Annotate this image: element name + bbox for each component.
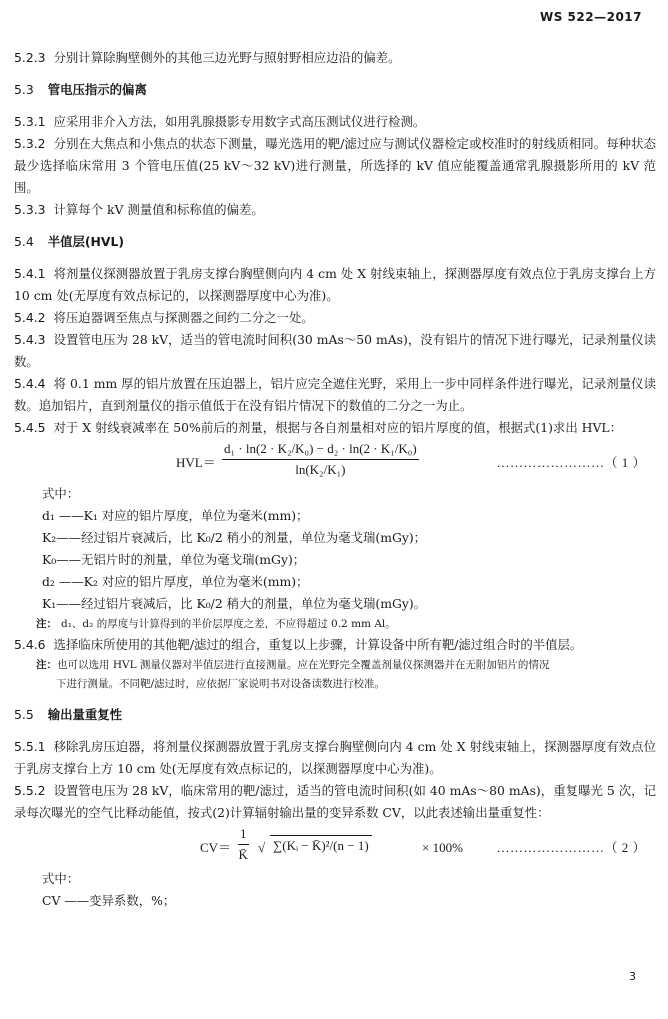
clause-number: 5.2.3 [14, 50, 46, 65]
formula-denominator: K̄ [238, 847, 248, 862]
definition-item: K₀——无铝片时的剂量，单位为毫戈瑞(mGy)； [42, 552, 306, 567]
section-number: 5.5 [14, 707, 34, 722]
formula-radicand: ∑(Kᵢ − K̄)²/(n − 1) [270, 835, 372, 856]
formula-fraction [222, 439, 419, 480]
section-number: 5.3 [14, 82, 34, 97]
note-label: 注： [36, 659, 57, 671]
section-number: 5.4 [14, 234, 34, 249]
note-text: d₁、d₂ 的厚度与计算得到的半价层厚度之差，不应得超过 0.2 mm Al。 [61, 618, 396, 630]
definition-item: d₂ ——K₂ 对应的铝片厚度，单位为毫米(mm)； [42, 574, 309, 589]
clause-5-4-3 [14, 329, 656, 373]
section-5-5-heading [14, 704, 656, 726]
clause-5-4-5 [14, 417, 656, 439]
formula-number: ……………………（ 1 ） [496, 455, 646, 470]
clause-5-4-2 [14, 307, 656, 329]
clause-text: 移除乳房压迫器，将剂量仪探测器放置于乳房支撑台胸壁侧向内 4 cm 处 X 射线束轴上，探测器厚度有效点位于乳房支撑台上方 10 cm 处(无厚度有效点标记的，以探测器厚度中心为准)。 [14, 739, 656, 776]
clause-text: 将压迫器调至焦点与探测器之间约二分之一处。 [53, 310, 314, 325]
note-hvl-meter [14, 656, 656, 694]
clause-number: 5.3.3 [14, 202, 46, 217]
clause-5-3-1 [14, 111, 656, 133]
clause-5-4-1 [14, 263, 656, 307]
clause-5-3-3 [14, 199, 656, 221]
clause-number: 5.4.1 [14, 266, 46, 281]
formula-fraction [238, 824, 249, 865]
note-text-line1: 也可以选用 HVL 测量仪器对半值层进行直接测量。应在光野完全覆盖剂量仪探测器并在无附加铝片的情况 [57, 659, 550, 671]
formula-number: ……………………（ 2 ） [496, 840, 646, 855]
clause-text: 选择临床所使用的其他靶/滤过的组合，重复以上步骤，计算设备中所有靶/滤过组合时的半值层。 [53, 637, 583, 652]
section-title: 管电压指示的偏离 [47, 82, 147, 97]
clause-5-4-6 [14, 634, 656, 656]
definition-item: d₁ ——K₁ 对应的铝片厚度，单位为毫米(mm)； [42, 508, 309, 523]
clause-text: 设置管电压为 28 kV，临床常用的靶/滤过，适当的管电流时间积(如 40 mAs～80 mAs)，重复曝光 5 次，记录每次曝光的空气比释动能值，按式(2)计算辐射输出量的变异系数 CV，以此表述输出量重复性： [14, 783, 656, 820]
formula-suffix: × 100% [422, 840, 463, 855]
clause-number: 5.4.5 [14, 420, 46, 435]
clause-number: 5.4.3 [14, 332, 46, 347]
note-label: 注： [36, 618, 57, 630]
formula-lhs: CV＝ [200, 840, 232, 855]
clause-number: 5.5.2 [14, 783, 46, 798]
clause-number: 5.5.1 [14, 739, 46, 754]
note-text-line2: 下进行测量。不同靶/滤过时，应依据厂家说明书对设备读数进行校准。 [56, 678, 386, 690]
clause-text: 对于 X 射线衰减率在 50%前后的剂量，根据与各自剂量相对应的铝片厚度的值，根据式(1)求出 HVL： [53, 420, 623, 435]
page-number: 3 [629, 970, 636, 983]
definitions-intro: 式中： [42, 486, 80, 501]
clause-5-5-1 [14, 736, 656, 780]
variable-definitions-1 [14, 483, 656, 615]
clause-text: 设置管电压为 28 kV，适当的管电流时间积(30 mAs～50 mAs)，没有铝片的情况下进行曝光，记录剂量仪读数。 [14, 332, 656, 369]
definition-item: CV ——变异系数，%； [42, 893, 176, 908]
clause-text: 分别计算除胸壁侧外的其他三边光野与照射野相应边沿的偏差。 [53, 50, 401, 65]
clause-text: 将 0.1 mm 厚的铝片放置在压迫器上，铝片应完全遮住光野，采用上一步中同样条件进行曝光，记录剂量仪读数。追加铝片，直到剂量仪的指示值低于在没有铝片情况下的数值的二分之一为止。 [14, 376, 656, 413]
formula-denominator: ln(K₂/K₁) [295, 462, 346, 477]
clause-number: 5.3.2 [14, 136, 46, 151]
definitions-intro: 式中： [42, 871, 80, 886]
formula-1 [14, 439, 656, 483]
formula-numerator: d₁ · ln(2 · K₂/K₀) − d₂ · ln(2 · K₁/K₀) [222, 439, 419, 460]
section-5-3-heading [14, 79, 656, 101]
clause-text: 分别在大焦点和小焦点的状态下测量，曝光选用的靶/滤过应与测试仪器检定或校准时的射线质相同。每种状态最少选择临床常用 3 个管电压值(25 kV～32 kV)进行测量，所选择的 kV 值应能覆盖通常乳腺摄影所用的 kV 范围。 [14, 136, 656, 195]
section-title: 半值层(HVL) [47, 234, 125, 249]
note-thickness [14, 615, 656, 634]
clause-number: 5.4.4 [14, 376, 46, 391]
clause-5-2-3 [14, 47, 656, 69]
clause-number: 5.3.1 [14, 114, 46, 129]
formula-numerator: 1 [238, 824, 249, 845]
section-5-4-heading [14, 231, 656, 253]
definition-item: K₂——经过铝片衰减后，比 K₀/2 稍小的剂量，单位为毫戈瑞(mGy)； [42, 530, 427, 545]
clause-text: 计算每个 kV 测量值和标称值的偏差。 [53, 202, 264, 217]
definition-item: K₁——经过铝片衰减后，比 K₀/2 稍大的剂量，单位为毫戈瑞(mGy)。 [42, 596, 427, 611]
formula-lhs: HVL＝ [176, 455, 216, 470]
standard-number: WS 522—2017 [539, 10, 642, 24]
clause-text: 将剂量仪探测器放置于乳房支撑台胸壁侧向内 4 cm 处 X 射线束轴上，探测器厚度有效点位于乳房支撑台上方 10 cm 处(无厚度有效点标记的，以探测器厚度中心为准)。 [14, 266, 656, 303]
section-title: 输出量重复性 [47, 707, 123, 722]
sqrt-icon: √ [258, 840, 266, 855]
clause-text: 应采用非介入方法，如用乳腺摄影专用数字式高压测试仪进行检测。 [53, 114, 426, 129]
clause-5-4-4 [14, 373, 656, 417]
formula-2 [14, 824, 656, 868]
clause-number: 5.4.2 [14, 310, 46, 325]
clause-number: 5.4.6 [14, 637, 46, 652]
clause-5-3-2 [14, 133, 656, 199]
clause-5-5-2 [14, 780, 656, 824]
page-content [14, 47, 656, 912]
variable-definitions-2 [14, 868, 656, 912]
